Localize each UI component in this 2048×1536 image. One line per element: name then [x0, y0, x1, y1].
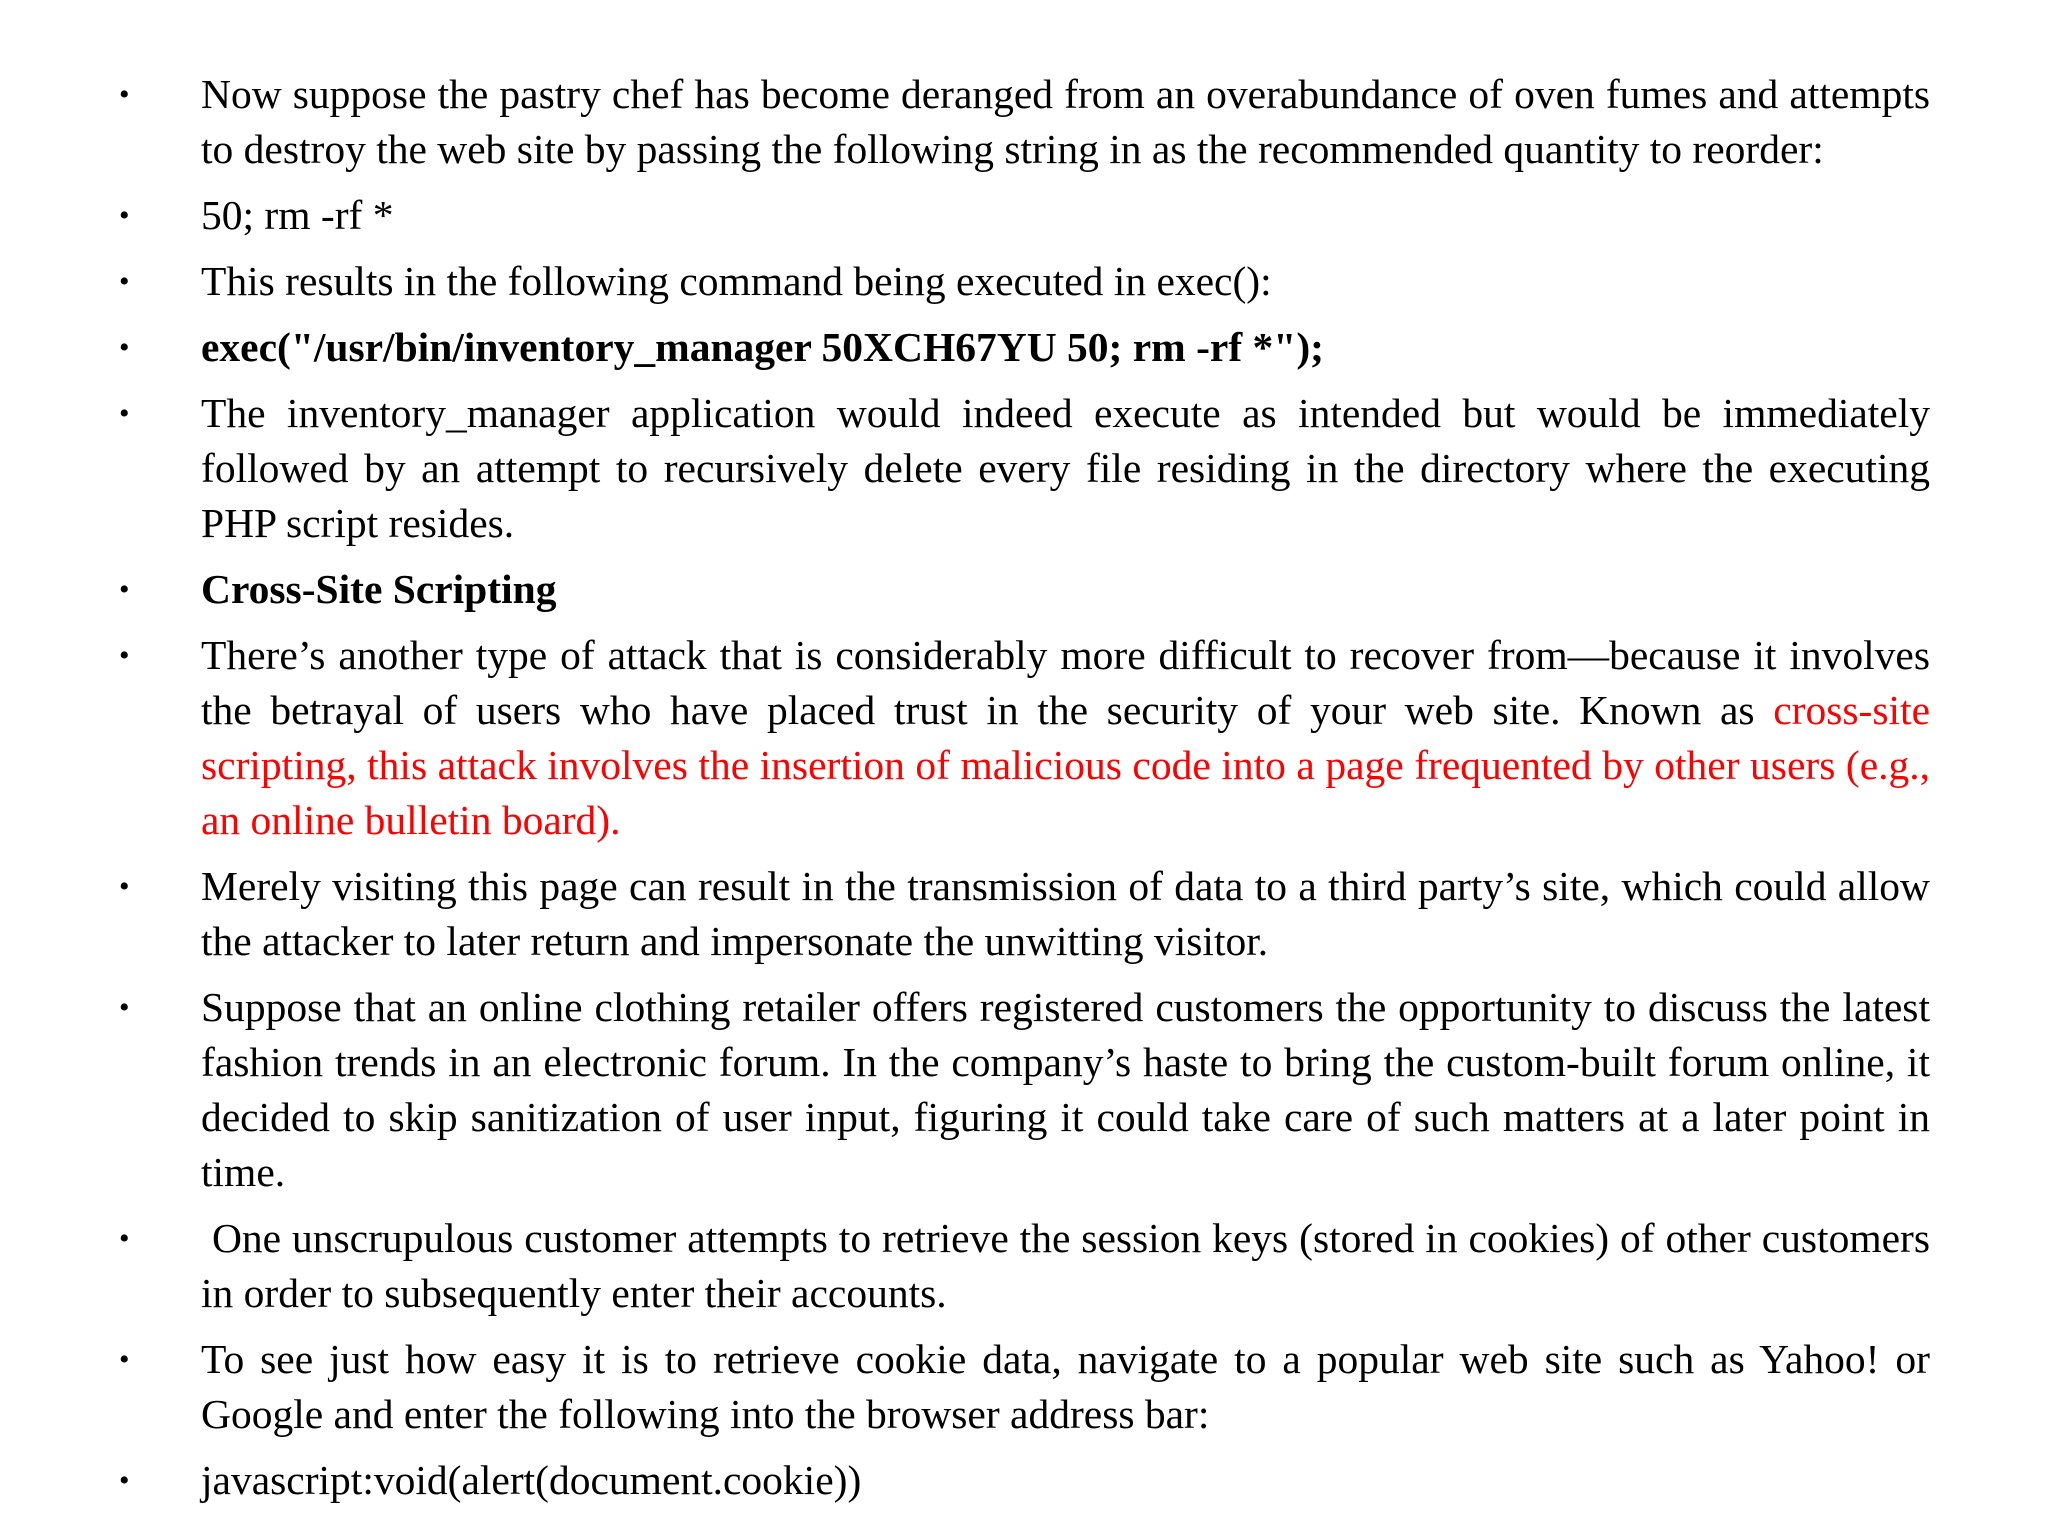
- bullet-dot-icon: •: [119, 265, 130, 298]
- bullet-item: [0, 859, 1930, 969]
- bullet-text: The inventory_manager application would indeed execute as intended but would be immediately followed by an attempt to recursively delete every file residing in the directory where the executing PHP script resides.: [201, 390, 1930, 546]
- bullet-item: [0, 254, 1930, 309]
- bullet-text: [201, 628, 1930, 848]
- bullet-dot-icon: •: [119, 991, 130, 1024]
- bullet-text: One unscrupulous customer attempts to retrieve the session keys (stored in cookies) of other customers in order to subsequently enter their accounts.: [201, 1215, 1941, 1316]
- bullet-dot-icon: •: [119, 397, 130, 430]
- bullet-item: [0, 980, 1930, 1200]
- bullet-text: Now suppose the pastry chef has become deranged from an overabundance of oven fumes and attempts to destroy the web site by passing the following string in as the recommended quantity to reorder:: [201, 71, 1930, 172]
- bullet-dot-icon: •: [119, 199, 130, 232]
- bullet-dot-icon: •: [119, 331, 130, 364]
- bullet-dot-icon: •: [119, 870, 130, 903]
- section-heading: Cross-Site Scripting: [201, 566, 557, 612]
- exec-command-text: exec("/usr/bin/inventory_manager 50XCH67YU 50; rm -rf *");: [201, 324, 1324, 370]
- bullet-dot-icon: •: [119, 1464, 130, 1497]
- bullet-dot-icon: •: [119, 1343, 130, 1376]
- bullet-text: 50; rm -rf *: [201, 192, 394, 238]
- bullet-text: Merely visiting this page can result in the transmission of data to a third party’s site, which could allow the attacker to later return and impersonate the unwitting visitor.: [201, 863, 1930, 964]
- bullet-item: [0, 320, 1930, 375]
- highlighted-definition: cross-site scripting, this attack involves the insertion of malicious code into a page frequented by other users (e.g., an online bulletin board).: [201, 687, 1930, 843]
- bullet-item: [0, 1453, 1930, 1508]
- bullet-item: [0, 1211, 1941, 1321]
- bullet-text-plain: There’s another type of attack that is considerably more difficult to recover from—because it involves the betrayal of users who have placed trust in the security of your web site. Known as: [201, 632, 1930, 733]
- bullet-list: [0, 67, 2048, 1519]
- bullet-item: [0, 67, 1930, 177]
- javascript-snippet: javascript:void(alert(document.cookie)): [201, 1457, 862, 1503]
- bullet-text: To see just how easy it is to retrieve cookie data, navigate to a popular web site such as Yahoo! or Google and enter the following into the browser address bar:: [201, 1336, 1930, 1437]
- bullet-item: [0, 188, 1930, 243]
- bullet-dot-icon: •: [119, 1222, 130, 1255]
- bullet-dot-icon: •: [119, 639, 130, 672]
- bullet-dot-icon: •: [119, 573, 130, 606]
- bullet-dot-icon: •: [119, 78, 130, 111]
- bullet-text: This results in the following command being executed in exec():: [201, 258, 1272, 304]
- bullet-item: [0, 628, 1930, 848]
- bullet-item: [0, 562, 1930, 617]
- bullet-item: [0, 386, 1930, 551]
- bullet-text: Suppose that an online clothing retailer offers registered customers the opportunity to discuss the latest fashion trends in an electronic forum. In the company’s haste to bring the custom-built forum online, it decided to skip sanitization of user input, figuring it could take care of such matters at a later point in time.: [201, 984, 1930, 1195]
- bullet-item: [0, 1332, 1930, 1442]
